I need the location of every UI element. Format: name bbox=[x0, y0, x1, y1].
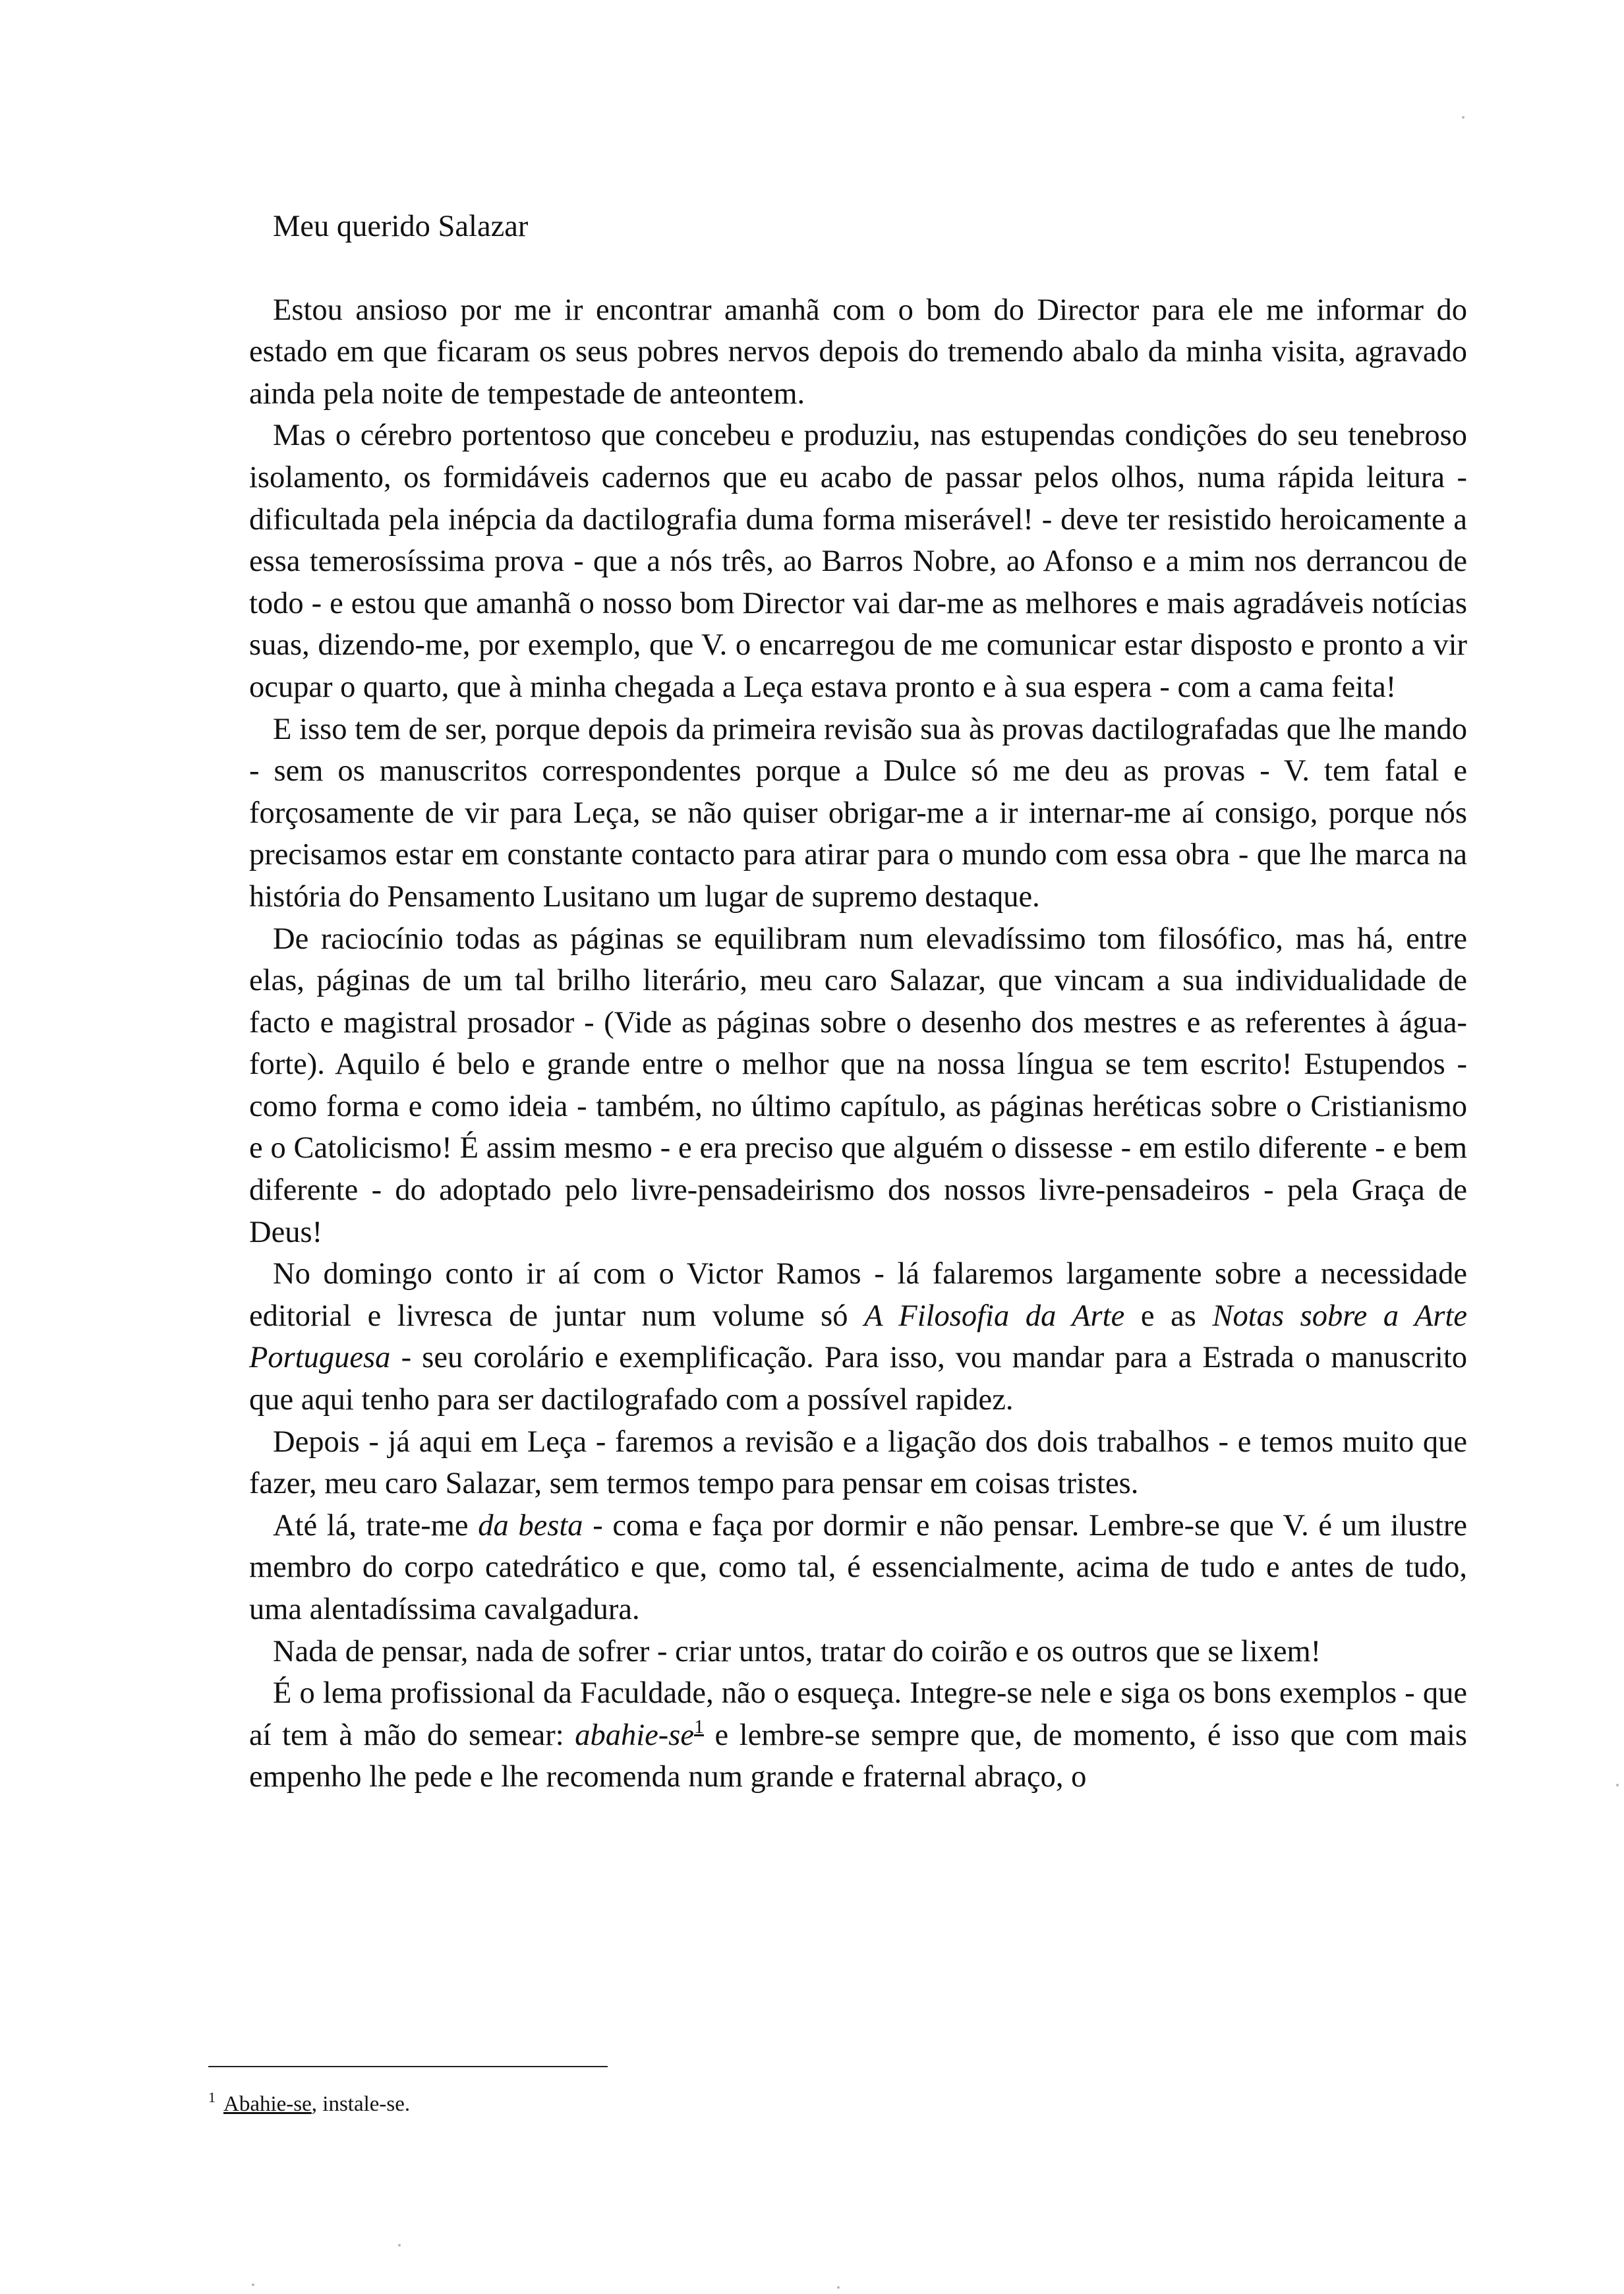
paragraph-5-conjunction: e as bbox=[1124, 1299, 1213, 1333]
paragraph-9 bbox=[249, 1672, 1467, 1798]
emphasis-da-besta: da besta bbox=[478, 1508, 583, 1543]
paragraph-3: E isso tem de ser, porque depois da primeira revisão sua às provas dactilografadas que lhe mando - sem os manuscritos correspondentes porque a Dulce só me deu as provas - V. tem fatal e forçosamente de vir para Leça, se não quiser obrigar-me a ir internar-me aí consigo, porque nós precisamos estar em constante contacto para atirar para o mundo com essa obra - que lhe marca na história do Pensamento Lusitano um lugar de supremo destaque. bbox=[249, 712, 1467, 914]
footnote-divider bbox=[208, 2066, 608, 2067]
scan-speck bbox=[252, 2283, 254, 2286]
scan-speck bbox=[398, 2244, 401, 2247]
paragraph-4: De raciocínio todas as páginas se equilibram num elevadíssimo tom filosófico, mas há, entre elas, páginas de um tal brilho literário, meu caro Salazar, que vincam a sua individualidade de facto e magistral prosador - (Vide as páginas sobre o desenho dos mestres e as referentes à água-forte). Aquilo é belo e grande entre o melhor que na nossa língua se tem escrito! Estupendos - como forma e como ideia - também, no último capítulo, as páginas heréticas sobre o Cristianismo e o Catolicismo! É assim mesmo - e era preciso que alguém o dissesse - em estilo diferente - e bem diferente - do adoptado pelo livre-pensadeirismo dos nossos livre-pensadeiros - pela Graça de Deus! bbox=[249, 922, 1467, 1249]
footnote-number: 1 bbox=[208, 2089, 216, 2105]
book-title-filosofia-da-arte: A Filosofia da Arte bbox=[864, 1299, 1125, 1333]
paragraph-6: Depois - já aqui em Leça - faremos a revisão e a ligação dos dois trabalhos - e temos muito que fazer, meu caro Salazar, sem termos tempo para pensar em coisas tristes. bbox=[249, 1425, 1467, 1501]
paragraph-2: Mas o cérebro portentoso que concebeu e produziu, nas estupendas condições do seu tenebroso isolamento, os formidáveis cadernos que eu acabo de passar pelos olhos, numa rápida leitura - dificultada pela inépcia da dactilografia duma forma miserável! - deve ter resistido heroicamente a essa temerosíssima prova - que a nós três, ao Barros Nobre, ao Afonso e a mim nos derrancou de todo - e estou que amanhã o nosso bom Director vai dar-me as melhores e mais agradáveis notícias suas, dizendo-me, por exemplo, que V. o encarregou de me comunicar estar disposto e pronto a vir ocupar o quarto, que à minha chegada a Leça estava pronto e à sua espera - com a cama feita! bbox=[249, 419, 1467, 704]
footnote-term: Abahie-se bbox=[223, 2092, 312, 2116]
paragraph-1: Estou ansioso por me ir encontrar amanhã com o bom do Director para ele me informar do estado em que ficaram os seus pobres nervos depois do tremendo abalo da minha visita, agravado ainda pela noite de tempestade de anteontem. bbox=[249, 293, 1467, 411]
term-abahie-se: abahie-se bbox=[575, 1718, 695, 1752]
footnote-text: , instale-se. bbox=[311, 2092, 411, 2116]
salutation: Meu querido Salazar bbox=[273, 210, 529, 243]
scan-speck bbox=[1616, 1784, 1619, 1786]
scan-speck bbox=[837, 2286, 840, 2289]
paragraph-5-text-end: - seu corolário e exemplificação. Para isso, vou mandar para a Estrada o manuscrito que aqui tenho para ser dactilografado com a possível rapidez. bbox=[249, 1341, 1467, 1417]
paragraph-5-text: No domingo conto ir aí com o Victor Ramos - lá falaremos largamente sobre a necessidade editorial e livresca de juntar num volume só bbox=[249, 1257, 1467, 1333]
letter-body bbox=[249, 206, 1467, 1798]
paragraph-9-text-end: e lembre-se sempre que, de momento, é isso que com mais empenho lhe pede e lhe recomenda num grande e fraternal abraço, o bbox=[249, 1718, 1467, 1794]
footnote-reference: 1 bbox=[694, 1715, 705, 1738]
paragraph-5 bbox=[249, 1253, 1467, 1421]
footnote bbox=[208, 2091, 410, 2117]
paragraph-8: Nada de pensar, nada de sofrer - criar untos, tratar do coirão e os outros que se lixem! bbox=[273, 1634, 1321, 1668]
paragraph-7-text-end: - coma e faça por dormir e não pensar. Lembre-se que V. é um ilustre membro do corpo catedrático e que, como tal, é essencialmente, acima de tudo e antes de tudo, uma alentadíssima cavalgadura. bbox=[249, 1508, 1467, 1626]
paragraph-9-text: É o lema profissional da Faculdade, não o esqueça. Integre-se nele e siga os bons exemplos - que aí tem à mão do semear: bbox=[249, 1676, 1467, 1752]
book-title-notas-arte-portuguesa: Notas sobre a Arte Portuguesa bbox=[249, 1299, 1468, 1375]
scan-speck bbox=[1462, 116, 1464, 119]
paragraph-7 bbox=[249, 1505, 1467, 1631]
paragraph-7-text: Até lá, trate-me bbox=[273, 1508, 478, 1543]
